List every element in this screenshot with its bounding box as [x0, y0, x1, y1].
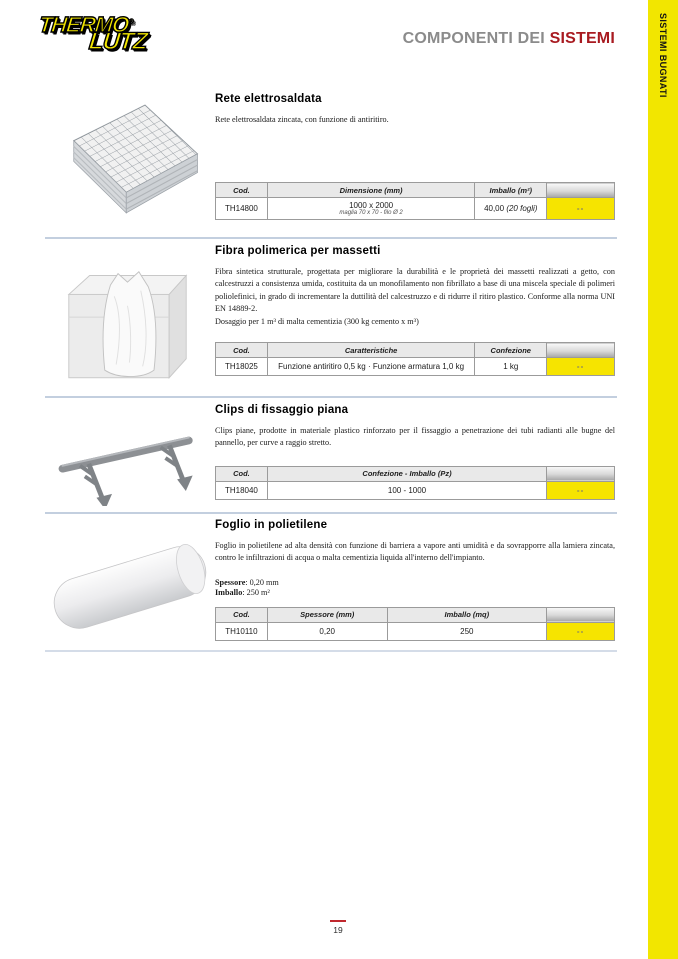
- col-header-cod: Cod.: [216, 607, 268, 622]
- product-title: Rete elettrosaldata: [215, 93, 322, 105]
- col-header-dimensione: Dimensione (mm): [267, 183, 474, 198]
- product-description: Fibra sintetica strutturale, progettata per migliorare la durabilità e le proprietà dei massetti realizzati a getto, con calcestruzzi a consistenza umida, costituita da un monofilamento non fibrillato a base di una miscela speciale di polimeri poliolefinici, in grado di incrementare la duttilità del calcestruzzo e di ridurre il ritiro plastico. Conforme alla norma UNI EN 14889-2.: [215, 267, 615, 314]
- cell-cod: TH18025: [216, 358, 268, 376]
- thermolutz-logo: [36, 14, 150, 54]
- product-photo-roll: [35, 527, 225, 654]
- product-dosage: Dosaggio per 1 m³ di malta cementizia (300 kg cemento x m³): [215, 316, 419, 326]
- cell-price: --: [547, 198, 615, 220]
- cell-cod: TH10110: [216, 622, 268, 640]
- cell-imballo: 40,00 (20 fogli): [475, 198, 547, 220]
- spec-imballo: Imballo: 250 m²: [215, 588, 270, 598]
- col-header-confezione-imballo: Confezione - Imballo (Pz): [267, 466, 546, 481]
- section-clips-fissaggio: [45, 404, 617, 500]
- section-foglio-polietilene: [45, 519, 617, 641]
- cell-cod: TH18040: [216, 481, 268, 499]
- section-divider: [45, 396, 617, 398]
- product-title: Foglio in polietilene: [215, 519, 328, 531]
- product-photo-clip: [45, 408, 215, 511]
- cell-price: --: [547, 358, 615, 376]
- registered-mark: ®: [128, 18, 134, 26]
- product-table: [215, 182, 615, 220]
- cell-price: --: [547, 481, 615, 499]
- cell-confezione: 100 - 1000: [267, 481, 546, 499]
- col-header-caratteristiche: Caratteristiche: [267, 343, 474, 358]
- page-title-accent: SISTEMI: [549, 30, 615, 47]
- product-description: Foglio in polietilene ad alta densità con funzione di barriera a vapore anti umidità e da sovrapporre alla lamiera zincata, contro le infiltrazioni di acqua o malta cementizia liquida all'interno dell'impianto.: [215, 541, 615, 563]
- col-header-price: [547, 607, 615, 622]
- cell-dimensione-sub: maglia 70 x 70 - filo Ø 2: [339, 210, 403, 217]
- cell-dimensione: 1000 x 2000 maglia 70 x 70 - filo Ø 2: [267, 198, 474, 220]
- product-title: Clips di fissaggio piana: [215, 404, 349, 416]
- col-header-cod: Cod.: [216, 343, 268, 358]
- cell-caratteristiche: Funzione antiritiro 0,5 kg · Funzione armatura 1,0 kg: [267, 358, 474, 376]
- col-header-price: [547, 183, 615, 198]
- logo-line2: LUTZ: [87, 28, 148, 55]
- col-header-price: [547, 343, 615, 358]
- col-header-cod: Cod.: [216, 183, 268, 198]
- spec-spessore: Spessore: 0,20 mm: [215, 577, 279, 587]
- product-photo-fiber-bag: [50, 249, 205, 396]
- page-number: 19: [333, 925, 343, 935]
- page-title-prefix: COMPONENTI DEI: [402, 30, 550, 47]
- section-fibra-polimerica: [45, 245, 617, 376]
- col-header-imballo: Imballo (mq): [387, 607, 547, 622]
- col-header-cod: Cod.: [216, 466, 268, 481]
- cell-cod: TH14800: [216, 198, 268, 220]
- section-divider: [45, 237, 617, 239]
- product-title: Fibra polimerica per massetti: [215, 245, 381, 257]
- col-header-imballo: Imballo (m²): [475, 183, 547, 198]
- cell-confezione: 1 kg: [475, 358, 547, 376]
- col-header-spessore: Spessore (mm): [267, 607, 387, 622]
- product-table: [215, 342, 615, 376]
- section-divider: [45, 650, 617, 652]
- side-tab-label: SISTEMI BUGNATI: [658, 13, 668, 98]
- col-header-confezione: Confezione: [475, 343, 547, 358]
- col-header-price: [547, 466, 615, 481]
- product-specs: [215, 578, 615, 599]
- page-title: [403, 30, 615, 48]
- product-table: [215, 466, 615, 500]
- logo-line1: THERMO®: [37, 12, 134, 37]
- cell-imballo: 250: [387, 622, 547, 640]
- product-photo-welded-mesh: [55, 93, 205, 230]
- product-description: Rete elettrosaldata zincata, con funzione di antiritiro.: [215, 115, 389, 124]
- product-description: Clips piane, prodotte in materiale plastico rinforzato per il fissaggio a penetrazione dei tubi radianti alle bugne del pannello, per curve a raggio stretto.: [215, 426, 615, 448]
- footer-rule: [330, 920, 346, 922]
- cell-price: --: [547, 622, 615, 640]
- section-rete-elettrosaldata: [45, 93, 617, 220]
- side-tab: [648, 0, 678, 959]
- cell-spessore: 0,20: [267, 622, 387, 640]
- product-table: [215, 607, 615, 641]
- section-divider: [45, 512, 617, 514]
